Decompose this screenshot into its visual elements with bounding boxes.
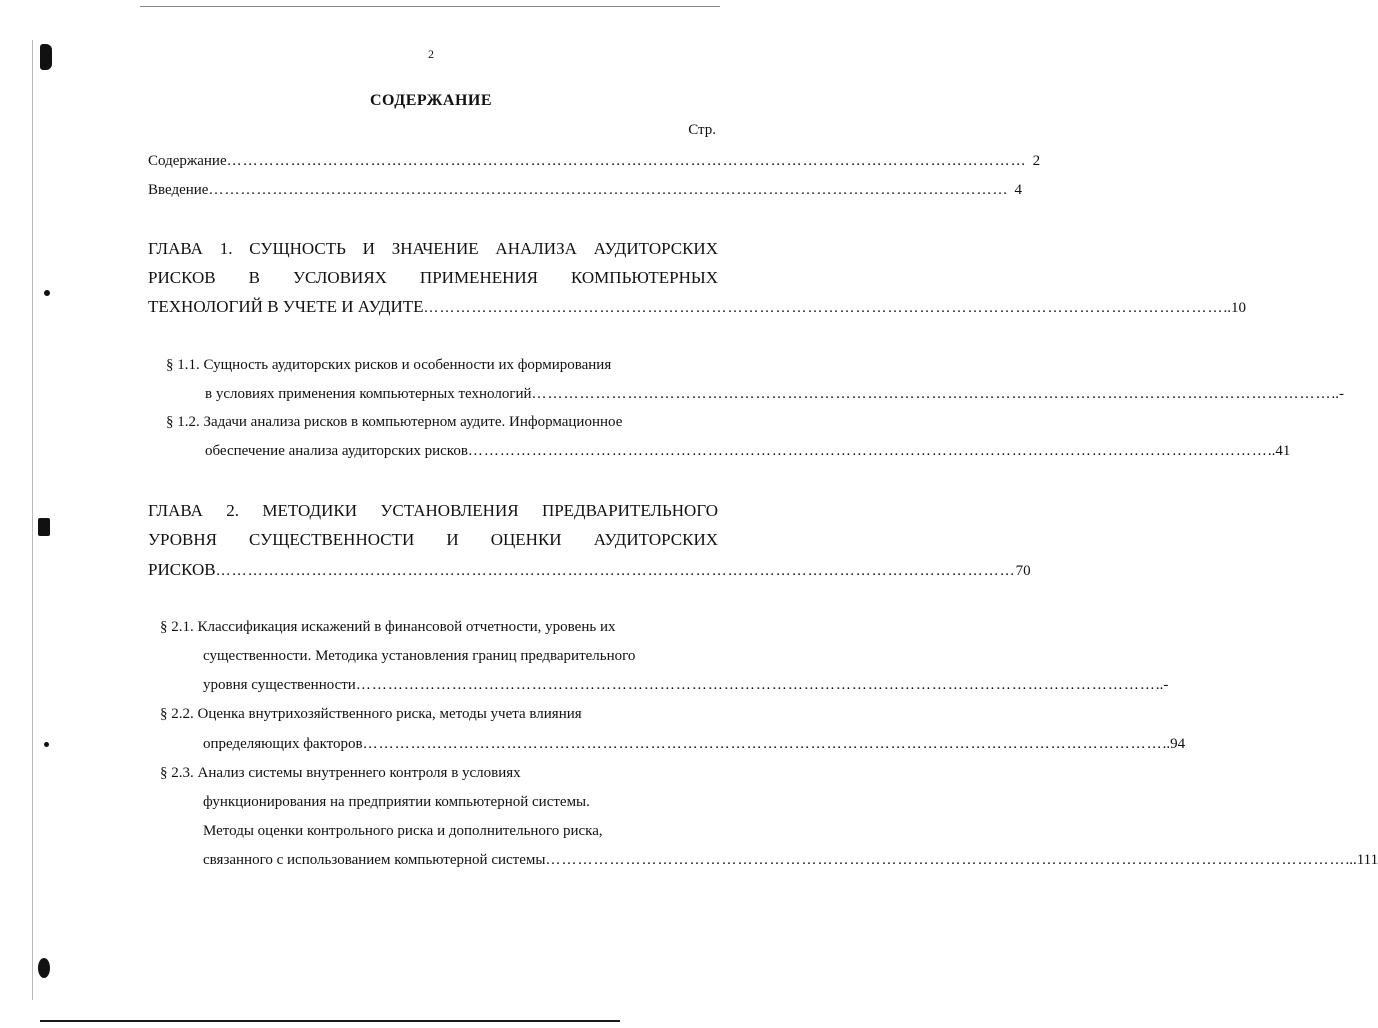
chapter-title-line: ТЕХНОЛОГИЙ В УЧЕТЕ И АУДИТЕ <box>148 297 424 316</box>
toc-entry-label: определяющих факторов <box>203 736 363 752</box>
toc-entry-label: уровня существенности <box>203 677 356 693</box>
toc-section-2-3-line2: функционирования на предприятии компьютерной системы. <box>203 794 590 810</box>
dot-leader: …………………………………………………………………………………………………………………………………… <box>531 386 1332 402</box>
chapter-title-last-line <box>148 555 1031 586</box>
toc-entry-label: Содержание <box>148 153 227 169</box>
page-number: 2 <box>428 47 434 61</box>
toc-entry-page: ...111 <box>1345 852 1378 868</box>
toc-section-1-1-line2 <box>205 380 1345 409</box>
toc-section-2-1-line1: § 2.1. Классификация искажений в финансовой отчетности, уровень их <box>160 619 616 635</box>
toc-title: СОДЕРЖАНИЕ <box>369 92 493 109</box>
dot-leader: …………………………………………………………………………………………………………………………………… <box>215 563 1016 579</box>
dot-leader: …………………………………………………………………………………………………………………………………… <box>423 300 1224 316</box>
dot-leader: …………………………………………………………………………………………………………………………………… <box>362 736 1163 752</box>
toc-entry-page: ..- <box>1155 677 1169 693</box>
toc-section-2-3-line1: § 2.3. Анализ системы внутреннего контроля в условиях <box>160 765 521 781</box>
toc-section-1-2-line2 <box>205 437 1291 466</box>
page-column-label: Стр. <box>688 122 716 138</box>
chapter-title-line: РИСКОВ <box>148 560 216 579</box>
toc-entry-page: ..41 <box>1267 443 1291 459</box>
toc-entry-introduction <box>148 176 1022 205</box>
scan-line-left <box>32 40 33 1000</box>
toc-section-2-3-line3: Методы оценки контрольного риска и дополнительного риска, <box>203 823 603 839</box>
toc-entry-page: 2 <box>1032 153 1041 169</box>
toc-section-2-2-line1: § 2.2. Оценка внутрихозяйственного риска, методы учета влияния <box>160 706 582 722</box>
toc-entry-page: ..10 <box>1223 300 1247 316</box>
toc-entry-label: в условиях применения компьютерных технологий <box>205 386 532 402</box>
toc-section-2-1-line2: существенности. Методика установления границ предварительного <box>203 648 636 664</box>
toc-entry-label: обеспечение анализа аудиторских рисков <box>205 443 468 459</box>
chapter-title-last-line <box>148 292 1247 323</box>
scan-blot <box>38 958 50 978</box>
toc-section-2-1-line3 <box>203 671 1169 700</box>
scan-line-top <box>140 6 720 7</box>
toc-section-1-2-line1: § 1.2. Задачи анализа рисков в компьютерном аудите. Информационное <box>166 414 623 430</box>
dot-leader: …………………………………………………………………………………………………………………………………… <box>545 852 1346 868</box>
dot-leader: …………………………………………………………………………………………………………………………………… <box>208 182 1009 198</box>
toc-entry-page: 70 <box>1015 563 1031 579</box>
toc-entry-page: ..- <box>1331 386 1345 402</box>
toc-section-1-1-line1: § 1.1. Сущность аудиторских рисков и особенности их формирования <box>166 357 612 373</box>
dot-leader: …………………………………………………………………………………………………………………………………… <box>355 677 1156 693</box>
toc-section-2-2-line2 <box>203 730 1186 759</box>
chapter-title-line: ГЛАВА 1. СУЩНОСТЬ И ЗНАЧЕНИЕ АНАЛИЗА АУДИТОРСКИХ <box>148 239 718 258</box>
chapter-title-line: УРОВНЯ СУЩЕСТВЕННОСТИ И ОЦЕНКИ АУДИТОРСКИХ <box>148 530 718 549</box>
scan-blot <box>44 742 49 747</box>
toc-entry-label: Введение <box>148 182 209 198</box>
scan-blot <box>44 290 50 296</box>
toc-entry-label: связанного с использованием компьютерной системы <box>203 852 546 868</box>
dot-leader: …………………………………………………………………………………………………………………………………… <box>467 443 1268 459</box>
toc-section-2-3-line4 <box>203 846 1378 875</box>
toc-entry-page: 4 <box>1014 182 1022 198</box>
chapter-title-line: ГЛАВА 2. МЕТОДИКИ УСТАНОВЛЕНИЯ ПРЕДВАРИТЕЛЬНОГО <box>148 501 718 520</box>
toc-entry-contents <box>148 147 1041 176</box>
scan-line-bottom <box>40 1020 620 1022</box>
dot-leader: …………………………………………………………………………………………………………………………………… <box>226 153 1027 169</box>
toc-entry-page: ..94 <box>1162 736 1186 752</box>
scan-blot <box>38 518 50 536</box>
chapter-title-line: РИСКОВ В УСЛОВИЯХ ПРИМЕНЕНИЯ КОМПЬЮТЕРНЫХ <box>148 268 718 287</box>
